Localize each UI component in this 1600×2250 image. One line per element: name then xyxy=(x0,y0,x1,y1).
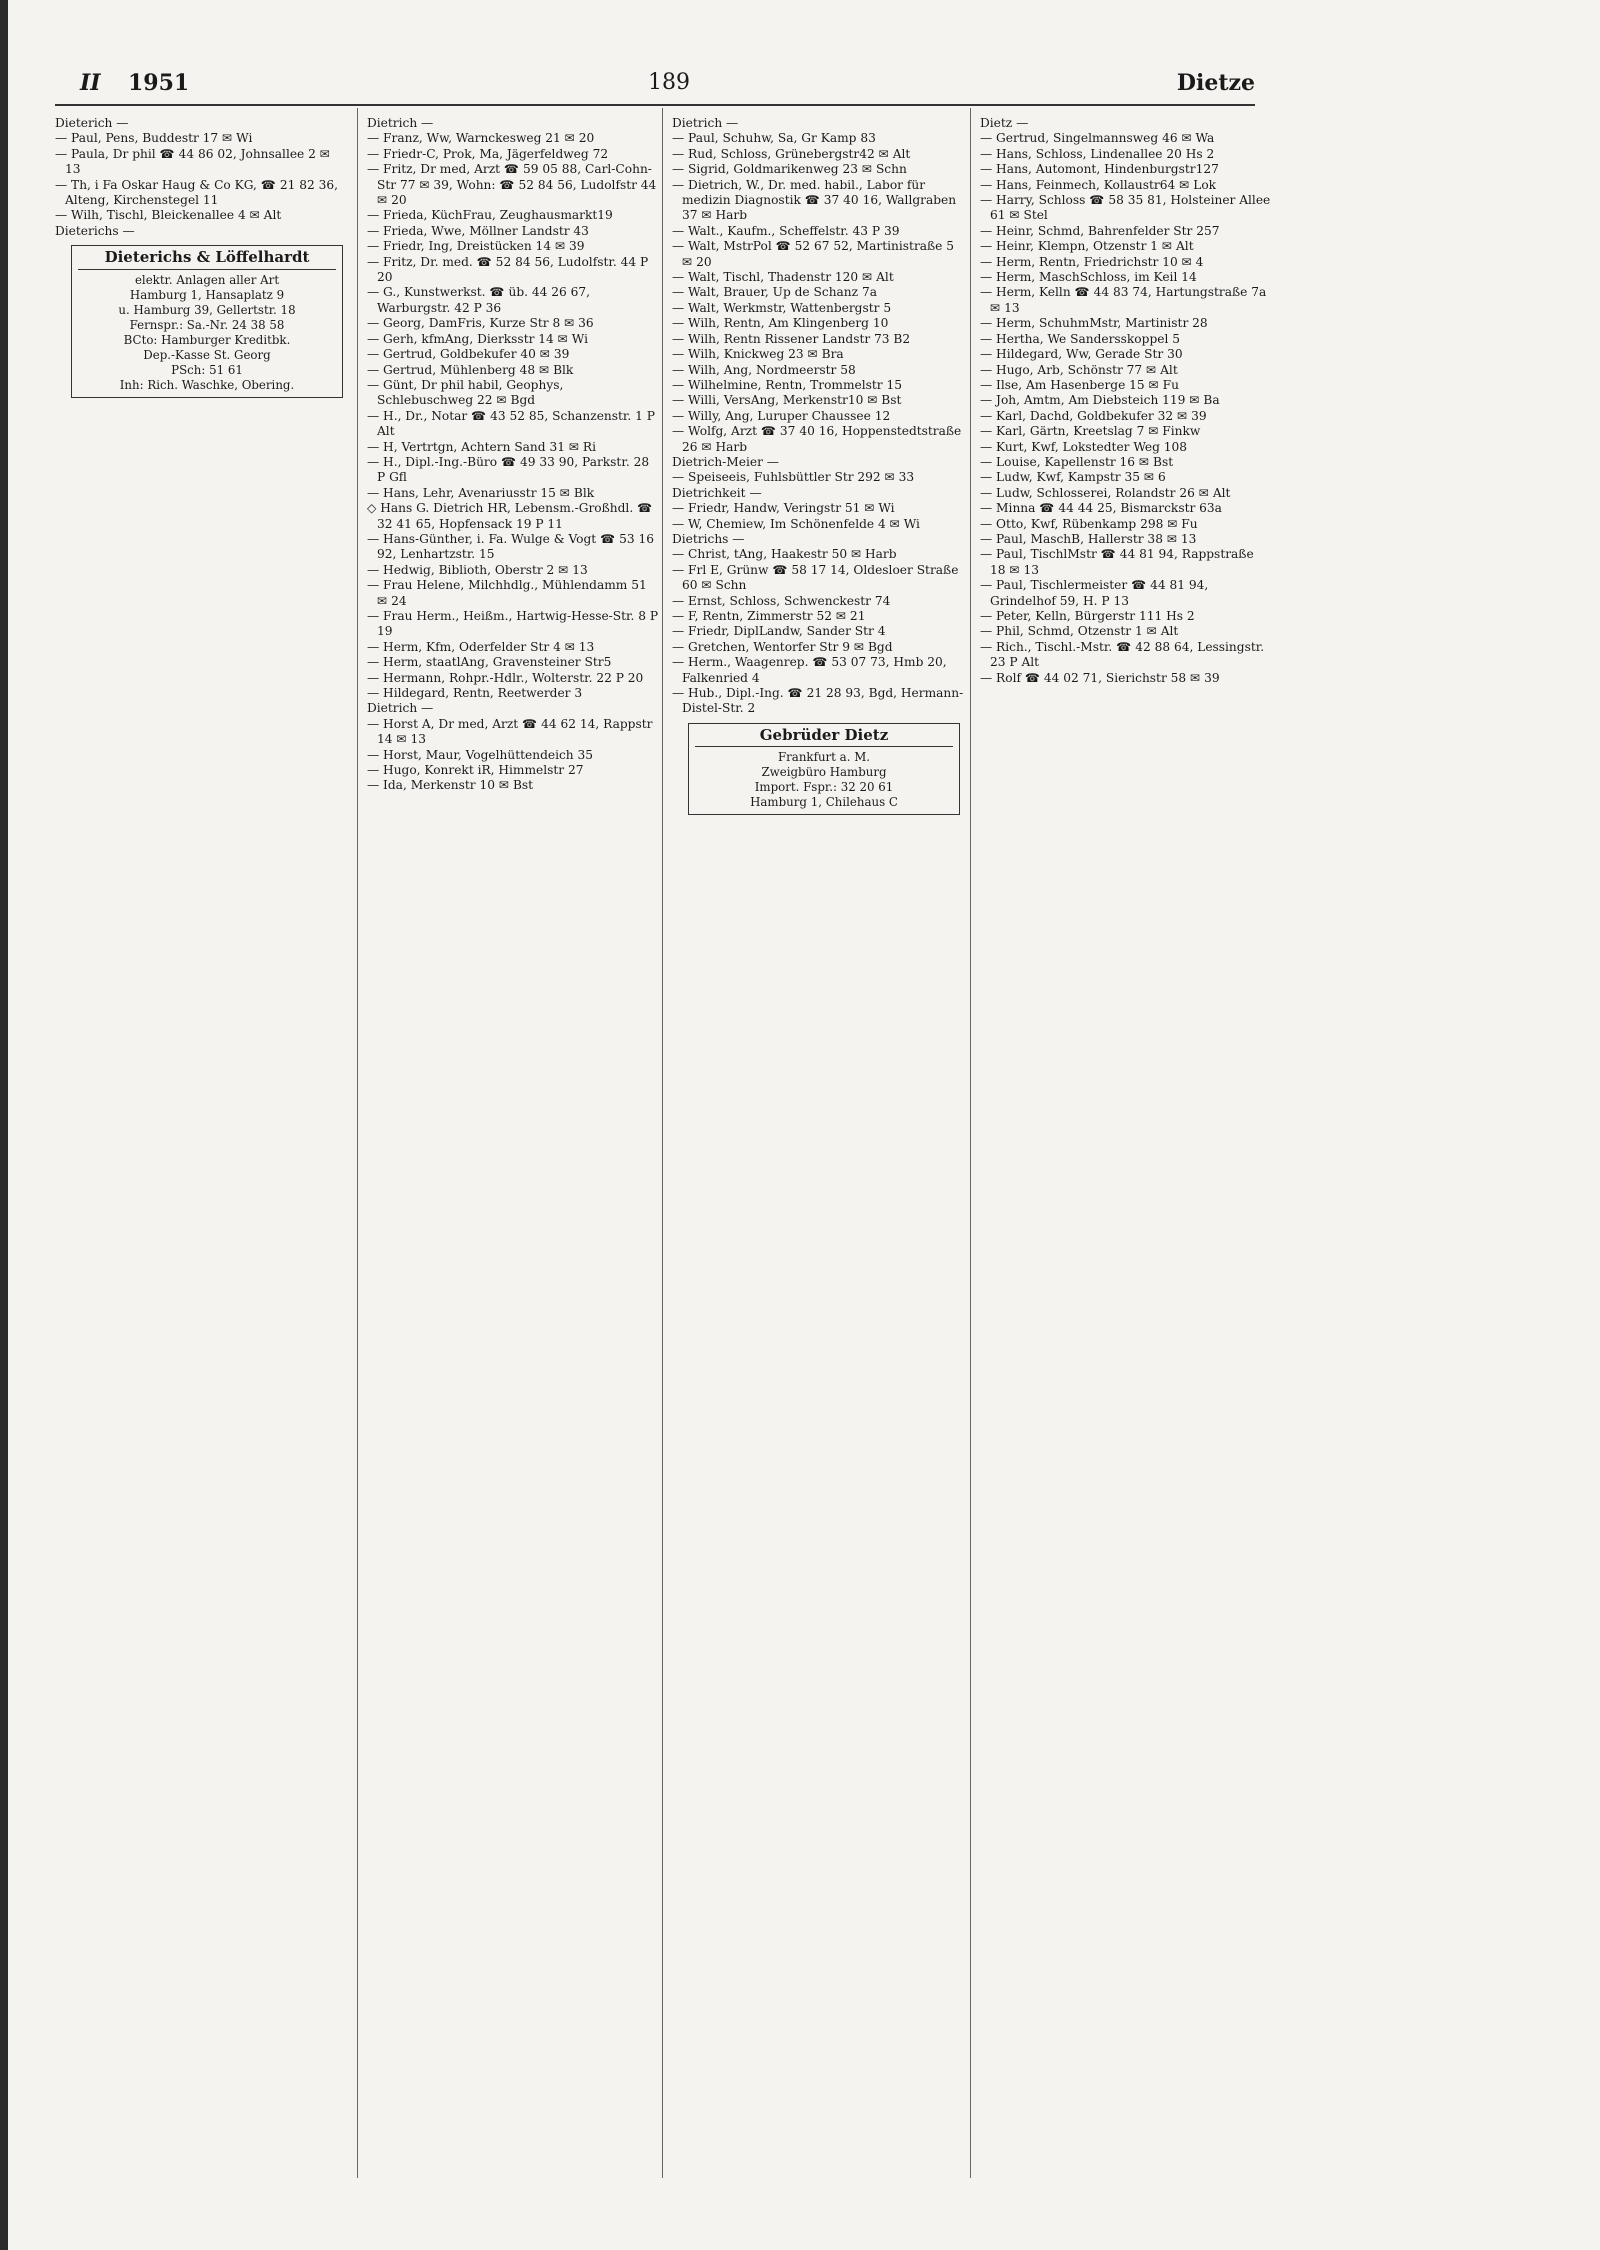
directory-entry: — Wilh, Tischl, Bleickenallee 4 ✉ Alt xyxy=(55,208,282,223)
ad-line: BCto: Hamburger Kreditbk. xyxy=(123,332,291,347)
directory-entry: — Joh, Amtm, Am Diebsteich 119 ✉ Ba xyxy=(980,393,1220,408)
ad-title: Gebrüder Dietz xyxy=(695,728,953,747)
directory-entry: — Frl E, Grünw ☎ 58 17 14, Oldesloer Straße 60 ✉ Schn xyxy=(672,562,959,593)
directory-entry: — Paula, Dr phil ☎ 44 86 02, Johnsallee 2 ✉ 13 xyxy=(55,146,330,177)
directory-entry: — Paul, Pens, Buddestr 17 ✉ Wi xyxy=(55,131,253,146)
column-divider xyxy=(662,108,663,2178)
ad-title: Dieterichs & Löffelhardt xyxy=(78,250,336,269)
directory-entry: — Gretchen, Wentorfer Str 9 ✉ Bgd xyxy=(672,639,893,654)
directory-entry: — H., Dipl.-Ing.-Büro ☎ 49 33 90, Parkstr. 28 P Gfl xyxy=(367,454,650,485)
directory-entry: — F, Rentn, Zimmerstr 52 ✉ 21 xyxy=(672,609,866,623)
column-1 xyxy=(55,116,347,406)
directory-entry: — Willy, Ang, Luruper Chaussee 12 xyxy=(672,408,891,423)
ad-line: Import. Fspr.: 32 20 61 xyxy=(754,780,894,795)
directory-entry: Dieterich — xyxy=(55,116,129,130)
directory-entry: — Franz, Ww, Warnckesweg 21 ✉ 20 xyxy=(367,131,595,146)
directory-entry: — Walt, Werkmstr, Wattenbergstr 5 xyxy=(672,300,892,315)
ad-line: Fernspr.: Sa.-Nr. 24 38 58 xyxy=(129,317,285,332)
directory-entry: — Hedwig, Biblioth, Oberstr 2 ✉ 13 xyxy=(367,562,588,577)
directory-entry: — Herm, MaschSchloss, im Keil 14 xyxy=(980,270,1197,285)
volume-number: II xyxy=(80,70,101,96)
directory-entry: — Ludw, Schlosserei, Rolandstr 26 ✉ Alt xyxy=(980,485,1231,500)
directory-entry: — Harry, Schloss ☎ 58 35 81, Holsteiner Allee 61 ✉ Stel xyxy=(980,193,1271,223)
directory-entry: — Wilh, Rentn, Am Klingenberg 10 xyxy=(672,316,889,331)
directory-entry: Dietrichkeit — xyxy=(672,485,762,500)
directory-entry: — Wilhelmine, Rentn, Trommelstr 15 xyxy=(672,377,903,392)
directory-entry: — Paul, Tischlermeister ☎ 44 81 94, Grindelhof 59, H. P 13 xyxy=(980,578,1209,608)
directory-entry: — Frau Helene, Milchhdlg., Mühlendamm 51 ✉ 24 xyxy=(367,578,647,608)
ad-line: Frankfurt a. M. xyxy=(777,750,871,765)
directory-entry: — Gertrud, Singelmannsweg 46 ✉ Wa xyxy=(980,131,1215,146)
column-2 xyxy=(367,116,659,794)
directory-entry: — Hans, Feinmech, Kollaustr64 ✉ Lok xyxy=(980,177,1217,192)
directory-entry: — Günt, Dr phil habil, Geophys, Schlebuschweg 22 ✉ Bgd xyxy=(367,377,564,408)
directory-entry: — Hildegard, Ww, Gerade Str 30 xyxy=(980,347,1183,362)
directory-entry: — Dietrich, W., Dr. med. habil., Labor für medizin Diagnostik ☎ 37 40 16, Wallgraben 37 ✉ Harb xyxy=(672,177,957,223)
directory-entry: — Heinr, Klempn, Otzenstr 1 ✉ Alt xyxy=(980,239,1194,254)
directory-entry: Dietz — xyxy=(980,116,1029,130)
directory-entry: — Louise, Kapellenstr 16 ✉ Bst xyxy=(980,454,1174,469)
directory-entry: — Christ, tAng, Haakestr 50 ✉ Harb xyxy=(672,547,897,562)
directory-entry: Dietrichs — xyxy=(672,531,745,546)
directory-entry: — Friedr-C, Prok, Ma, Jägerfeldweg 72 xyxy=(367,146,609,161)
directory-entry: — H., Dr., Notar ☎ 43 52 85, Schanzenstr. 1 P Alt xyxy=(367,408,655,439)
directory-entry: Dietrich — xyxy=(672,116,739,130)
directory-entry: — Hugo, Arb, Schönstr 77 ✉ Alt xyxy=(980,362,1178,377)
directory-entry: Dietrich-Meier — xyxy=(672,454,779,469)
directory-entry: — Fritz, Dr med, Arzt ☎ 59 05 88, Carl-Cohn-Str 77 ✉ 39, Wohn: ☎ 52 84 56, Ludolfstr 44 ✉ 20 xyxy=(367,162,657,208)
directory-entry: — Walt, MstrPol ☎ 52 67 52, Martinistraße 5 ✉ 20 xyxy=(672,239,955,269)
directory-entry: — Hans, Automont, Hindenburgstr127 xyxy=(980,162,1219,177)
directory-entry: — Hub., Dipl.-Ing. ☎ 21 28 93, Bgd, Hermann-Distel-Str. 2 xyxy=(672,686,964,716)
directory-entry: — Walt., Kaufm., Scheffelstr. 43 P 39 xyxy=(672,223,900,238)
page-header xyxy=(50,70,1255,104)
directory-entry: — Heinr, Schmd, Bahrenfelder Str 257 xyxy=(980,223,1220,238)
ad-line: PSch: 51 61 xyxy=(171,362,243,377)
column-divider xyxy=(970,108,971,2178)
directory-entry: — Frau Herm., Heißm., Hartwig-Hesse-Str. 8 P 19 xyxy=(367,609,659,639)
directory-entry: — Frieda, KüchFrau, Zeughausmarkt19 xyxy=(367,208,613,223)
directory-entry: — Fritz, Dr. med. ☎ 52 84 56, Ludolfstr. 44 P 20 xyxy=(367,254,649,285)
ad-line: Hamburg 1, Hansaplatz 9 xyxy=(129,287,285,302)
directory-entry: — Wilh, Knickweg 23 ✉ Bra xyxy=(672,347,844,362)
directory-entry: — Wilh, Ang, Nordmeerstr 58 xyxy=(672,362,856,377)
directory-entry: — Hans, Lehr, Avenariusstr 15 ✉ Blk xyxy=(367,485,595,500)
directory-entry: — Walt, Brauer, Up de Schanz 7a xyxy=(672,285,877,300)
directory-entry: — Frieda, Wwe, Möllner Landstr 43 xyxy=(367,223,589,238)
directory-entry: — Herm, Kelln ☎ 44 83 74, Hartungstraße 7a ✉ 13 xyxy=(980,285,1267,315)
directory-entry: — Herm, Kfm, Oderfelder Str 4 ✉ 13 xyxy=(367,639,595,654)
directory-entry: — Herm, staatlAng, Gravensteiner Str5 xyxy=(367,655,612,670)
page-edge xyxy=(0,0,8,2250)
directory-entry: — Hildegard, Rentn, Reetwerder 3 xyxy=(367,686,583,701)
header-rule xyxy=(55,104,1255,106)
page-number: 189 xyxy=(648,70,690,95)
column-4 xyxy=(980,116,1272,686)
ad-line: elektr. Anlagen aller Art xyxy=(134,272,280,287)
directory-entry: — Herm, Rentn, Friedrichstr 10 ✉ 4 xyxy=(980,254,1204,269)
directory-entry: ◇ Hans G. Dietrich HR, Lebensm.-Großhdl. ☎ 32 41 65, Hopfensack 19 P 11 xyxy=(367,501,653,531)
directory-entry: — Kurt, Kwf, Lokstedter Weg 108 xyxy=(980,439,1188,454)
directory-entry: — Sigrid, Goldmarikenweg 23 ✉ Schn xyxy=(672,162,907,177)
directory-entry: — Hans-Günther, i. Fa. Wulge & Vogt ☎ 53 16 92, Lenhartzstr. 15 xyxy=(367,531,655,562)
year: 1951 xyxy=(128,70,190,96)
directory-entry: — G., Kunstwerkst. ☎ üb. 44 26 67, Warburgstr. 42 P 36 xyxy=(367,285,591,315)
directory-entry: — Hugo, Konrekt iR, Himmelstr 27 xyxy=(367,763,584,778)
directory-entry: — Karl, Gärtn, Kreetslag 7 ✉ Finkw xyxy=(980,424,1201,439)
column-divider xyxy=(357,108,358,2178)
directory-entry: — Rud, Schloss, Grünebergstr42 ✉ Alt xyxy=(672,146,911,161)
directory-entry: — Horst, Maur, Vogelhüttendeich 35 xyxy=(367,747,594,762)
directory-entry: — Paul, TischlMstr ☎ 44 81 94, Rappstraße 18 ✉ 13 xyxy=(980,547,1254,577)
directory-entry: — Gerh, kfmAng, Dierksstr 14 ✉ Wi xyxy=(367,331,588,346)
ad-line: Hamburg 1, Chilehaus C xyxy=(750,795,898,810)
directory-entry: — Wilh, Rentn Rissener Landstr 73 B2 xyxy=(672,331,911,346)
advertisement-box xyxy=(688,723,960,815)
directory-entry: — Peter, Kelln, Bürgerstr 111 Hs 2 xyxy=(980,609,1195,623)
directory-entry: Dietrich — xyxy=(367,116,434,130)
directory-entry: — Rolf ☎ 44 02 71, Sierichstr 58 ✉ 39 xyxy=(980,670,1220,685)
ad-line: Inh: Rich. Waschke, Obering. xyxy=(119,377,295,392)
directory-entry: — Ernst, Schloss, Schwenckestr 74 xyxy=(672,593,891,608)
directory-entry: — Paul, MaschB, Hallerstr 38 ✉ 13 xyxy=(980,531,1197,546)
directory-entry: — Herm, SchuhmMstr, Martinistr 28 xyxy=(980,316,1208,331)
directory-entry: — Otto, Kwf, Rübenkamp 298 ✉ Fu xyxy=(980,516,1198,531)
directory-entry: — Walt, Tischl, Thadenstr 120 ✉ Alt xyxy=(672,270,894,285)
directory-entry: — Hermann, Rohpr.-Hdlr., Wolterstr. 22 P 20 xyxy=(367,670,644,685)
ad-line: u. Hamburg 39, Gellertstr. 18 xyxy=(118,302,296,317)
directory-entry: — Wolfg, Arzt ☎ 37 40 16, Hoppenstedtstraße 26 ✉ Harb xyxy=(672,424,962,454)
directory-entry: — Horst A, Dr med, Arzt ☎ 44 62 14, Rappstr 14 ✉ 13 xyxy=(367,716,653,747)
directory-entry: — Friedr, Handw, Veringstr 51 ✉ Wi xyxy=(672,501,895,516)
directory-entry: — Phil, Schmd, Otzenstr 1 ✉ Alt xyxy=(980,624,1179,639)
directory-entry: — Karl, Dachd, Goldbekufer 32 ✉ 39 xyxy=(980,408,1207,423)
directory-entry: — Paul, Schuhw, Sa, Gr Kamp 83 xyxy=(672,131,876,146)
directory-entry: — Ludw, Kwf, Kampstr 35 ✉ 6 xyxy=(980,470,1166,485)
advertisement-box xyxy=(71,245,343,397)
directory-entry: — Gertrud, Mühlenberg 48 ✉ Blk xyxy=(367,362,574,377)
directory-entry: — Friedr, Ing, Dreistücken 14 ✉ 39 xyxy=(367,239,585,254)
directory-entry: — Ilse, Am Hasenberge 15 ✉ Fu xyxy=(980,377,1179,392)
directory-entry: — Minna ☎ 44 44 25, Bismarckstr 63a xyxy=(980,501,1222,516)
column-3 xyxy=(672,116,964,823)
directory-entry: — W, Chemiew, Im Schönenfelde 4 ✉ Wi xyxy=(672,516,920,531)
ad-line: Zweigbüro Hamburg xyxy=(761,765,887,780)
directory-entry: — Hans, Schloss, Lindenallee 20 Hs 2 xyxy=(980,146,1215,161)
directory-entry: — Hertha, We Sandersskoppel 5 xyxy=(980,331,1180,346)
directory-entry: — Herm., Waagenrep. ☎ 53 07 73, Hmb 20, Falkenried 4 xyxy=(672,655,947,685)
directory-entry: — Th, i Fa Oskar Haug & Co KG, ☎ 21 82 36, Alteng, Kirchenstegel 11 xyxy=(55,177,338,208)
directory-entry: — Willi, VersAng, Merkenstr10 ✉ Bst xyxy=(672,393,902,408)
directory-entry: — Gertrud, Goldbekufer 40 ✉ 39 xyxy=(367,347,570,362)
directory-entry: — Speiseeis, Fuhlsbüttler Str 292 ✉ 33 xyxy=(672,470,915,485)
directory-entry: — Friedr, DiplLandw, Sander Str 4 xyxy=(672,624,886,639)
ad-line: Dep.-Kasse St. Georg xyxy=(143,347,271,362)
directory-entry: — Ida, Merkenstr 10 ✉ Bst xyxy=(367,778,534,793)
running-head: Dietze xyxy=(1176,70,1255,96)
directory-entry: — H, Vertrtgn, Achtern Sand 31 ✉ Ri xyxy=(367,439,596,454)
directory-entry: Dieterichs — xyxy=(55,223,135,238)
directory-entry: Dietrich — xyxy=(367,701,434,716)
directory-entry: — Rich., Tischl.-Mstr. ☎ 42 88 64, Lessingstr. 23 P Alt xyxy=(980,639,1265,670)
directory-entry: — Georg, DamFris, Kurze Str 8 ✉ 36 xyxy=(367,316,594,331)
